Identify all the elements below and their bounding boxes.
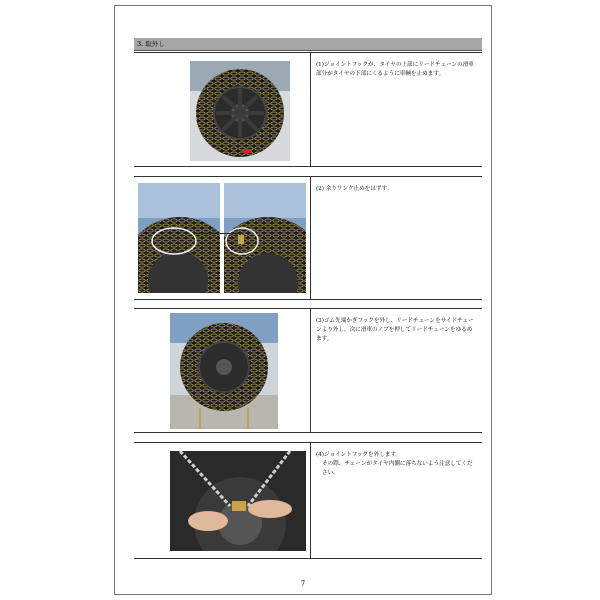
callout-connector: [194, 233, 242, 234]
column-divider: [310, 309, 311, 432]
step-3-text: [316, 317, 476, 344]
step-2-text: [316, 185, 476, 194]
step-1-instruction: (1)ジョイントフックが、タイヤの上部にリードチェーンの滑車部分がタイヤの下部にくるように車輌を止めます。: [316, 62, 474, 77]
tire-chain-photo-icon: [190, 61, 290, 161]
step-row-1: [134, 52, 482, 167]
step-row-4: [134, 442, 482, 559]
step-4-text: [316, 451, 476, 478]
page-number: 7: [300, 580, 306, 588]
column-divider: [310, 177, 311, 299]
step-2-instruction: (2) 余りリンク止めをはずす。: [316, 186, 393, 192]
step-row-3: [134, 308, 482, 433]
step-4-image-cell: [134, 443, 310, 558]
step-4-instruction: (4)ジョイントフックを外します。: [316, 452, 402, 458]
step-1-image-cell: [134, 53, 310, 166]
step-2-image-cell: [134, 177, 310, 299]
manual-page: [114, 5, 492, 595]
step-3-instruction: (3)ゴム先端かぎフックを外し、リードチェーンをサイドチェーンより外し、次に滑車のノブを押してリードチェーンをゆるめます。: [316, 318, 474, 342]
step-4-note: その際、チェーンがタイヤ内側に落ちないよう注意してください。: [322, 461, 473, 476]
column-divider: [310, 53, 311, 166]
chain-link-closeup-right-icon: [224, 183, 306, 293]
hands-unhooking-chain-photo-icon: [170, 451, 306, 551]
section-header: 3. 取外し: [134, 38, 482, 51]
chain-link-closeup-left-icon: [138, 183, 220, 293]
column-divider: [310, 443, 311, 558]
step-row-2: [134, 176, 482, 300]
step-1-text: [316, 61, 476, 79]
pulley-release-photo-icon: [170, 313, 278, 429]
step-3-image-cell: [134, 309, 310, 432]
